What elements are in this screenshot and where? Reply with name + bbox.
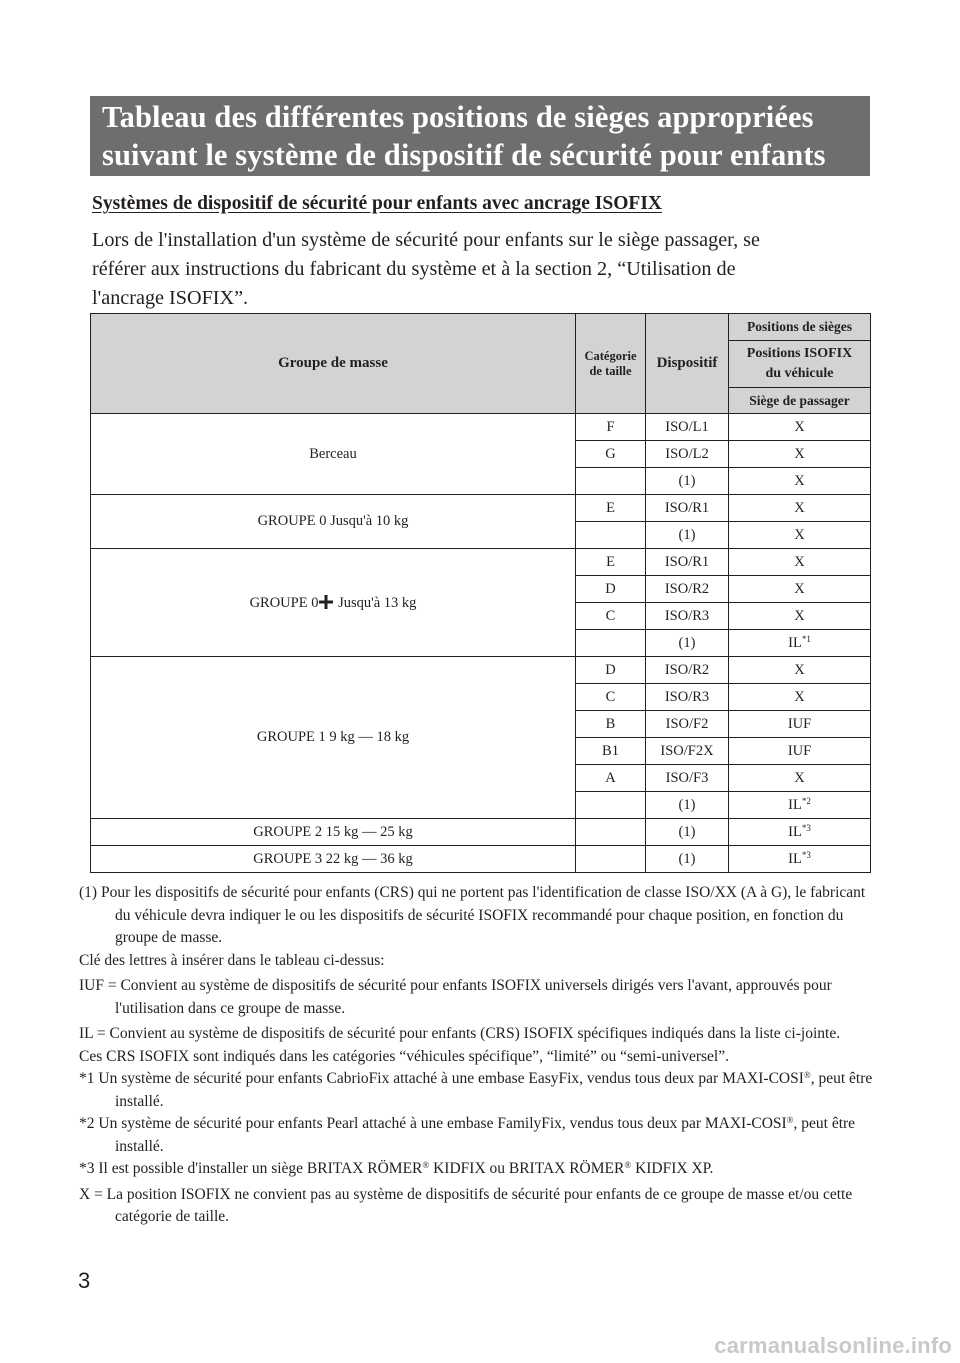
watermark: carmanualsonline.info xyxy=(714,1333,952,1358)
size-category-cell xyxy=(576,792,646,819)
header-device: Dispositif xyxy=(646,314,729,414)
size-category-cell: F xyxy=(576,414,646,441)
device-cell: ISO/L1 xyxy=(646,414,729,441)
note-crs: Ces CRS ISOFIX sont indiqués dans les catégories “véhicules spécifique”, “limité” ou “semi-universel”. xyxy=(79,1047,729,1065)
note-iuf: IUF = Convient au système de dispositifs de sécurité pour enfants ISOFIX universels dirigés vers l'avant, approuvés pour l'utilisation dans ce groupe de masse. xyxy=(79,977,832,1017)
note-x: X = La position ISOFIX ne convient pas au système de dispositifs de sécurité pour enfants de ce groupe de masse et/ou cette catégorie de taille. xyxy=(79,1185,853,1225)
seat-code: IL xyxy=(788,823,802,840)
seat-code: IL xyxy=(788,634,802,651)
note-il: IL = Convient au système de dispositifs de sécurité pour enfants (CRS) ISOFIX spécifiques indiqués dans la liste ci-jointe. xyxy=(79,1025,841,1042)
table-row xyxy=(91,414,871,441)
subheading: Systèmes de dispositif de sécurité pour enfants avec ancrage ISOFIX xyxy=(92,193,662,214)
registered-mark: ® xyxy=(786,1115,794,1125)
passenger-seat-cell: X xyxy=(729,603,871,630)
group-label: GROUPE 2 15 kg — 25 kg xyxy=(91,819,576,846)
size-category-cell: E xyxy=(576,495,646,522)
note-text: *2 Un système de sécurité pour enfants Pearl attaché à une embase FamilyFix, vendus tous deux par MAXI-COSI xyxy=(79,1115,787,1132)
size-category-cell: C xyxy=(576,603,646,630)
passenger-seat-cell xyxy=(729,846,871,873)
passenger-seat-cell: IUF xyxy=(729,738,871,765)
passenger-seat-cell: IUF xyxy=(729,711,871,738)
note-star-3 xyxy=(79,1158,879,1181)
device-cell: ISO/L2 xyxy=(646,441,729,468)
note-1: (1) Pour les dispositifs de sécurité pour enfants (CRS) qui ne portent pas l'identification de classe ISO/XX (A à G), le fabricant du véhicule devra indiquer le ou les dispositifs de sécurité ISOFIX recommandé pour chaque position, en fonction du groupe de masse. xyxy=(79,884,866,946)
banner-title-line2: suivant le système de dispositif de sécurité pour enfants xyxy=(102,138,826,172)
isofix-positions-table xyxy=(90,313,871,873)
header-seat-positions: Positions de sièges xyxy=(729,314,871,341)
passenger-seat-cell xyxy=(729,819,871,846)
note-star-1 xyxy=(79,1068,879,1113)
note-text: *3 Il est possible d'installer un siège BRITAX RÖMER xyxy=(79,1160,423,1177)
table-row xyxy=(91,549,871,576)
footnote-ref: *2 xyxy=(801,795,811,806)
note-star-2 xyxy=(79,1113,879,1158)
passenger-seat-cell: X xyxy=(729,576,871,603)
header-size-category-line1: Catégorie xyxy=(584,348,637,363)
size-category-cell: B1 xyxy=(576,738,646,765)
device-cell: ISO/F2 xyxy=(646,711,729,738)
table-row xyxy=(91,495,871,522)
size-category-cell: D xyxy=(576,657,646,684)
passenger-seat-cell xyxy=(729,792,871,819)
passenger-seat-cell: X xyxy=(729,441,871,468)
device-cell: (1) xyxy=(646,522,729,549)
registered-mark: ® xyxy=(624,1160,632,1170)
registered-mark: ® xyxy=(422,1160,430,1170)
device-cell: (1) xyxy=(646,630,729,657)
size-category-cell: E xyxy=(576,549,646,576)
device-cell: ISO/R3 xyxy=(646,603,729,630)
section-banner xyxy=(90,96,870,176)
footnotes xyxy=(79,882,879,1229)
note-text: KIDFIX ou BRITAX RÖMER xyxy=(429,1160,625,1177)
size-category-cell xyxy=(576,630,646,657)
intro-line: Lors de l'installation d'un système de sécurité pour enfants sur le siège passager, se xyxy=(92,229,760,251)
group-label: GROUPE 0 Jusqu'à 10 kg xyxy=(91,495,576,549)
registered-mark: ® xyxy=(803,1070,811,1080)
size-category-cell: G xyxy=(576,441,646,468)
group-label xyxy=(91,549,576,657)
device-cell: ISO/F2X xyxy=(646,738,729,765)
device-cell: ISO/R2 xyxy=(646,657,729,684)
passenger-seat-cell: X xyxy=(729,549,871,576)
device-cell: ISO/R2 xyxy=(646,576,729,603)
passenger-seat-cell: X xyxy=(729,468,871,495)
passenger-seat-cell: X xyxy=(729,414,871,441)
group-label: GROUPE 1 9 kg — 18 kg xyxy=(91,657,576,819)
seat-code: IL xyxy=(788,796,802,813)
header-isofix-line2: du véhicule xyxy=(765,366,834,381)
table-row xyxy=(91,819,871,846)
note-text: , peut être installé. xyxy=(115,1070,873,1110)
group-label-part: Jusqu'à 13 kg xyxy=(334,594,417,611)
intro-paragraph xyxy=(92,226,882,313)
size-category-cell xyxy=(576,819,646,846)
size-category-cell xyxy=(576,846,646,873)
footnote-ref: *3 xyxy=(801,822,811,833)
size-category-cell: C xyxy=(576,684,646,711)
group-label: GROUPE 3 22 kg — 36 kg xyxy=(91,846,576,873)
passenger-seat-cell: X xyxy=(729,495,871,522)
passenger-seat-cell: X xyxy=(729,657,871,684)
size-category-cell xyxy=(576,468,646,495)
device-cell: ISO/F3 xyxy=(646,765,729,792)
note-text: , peut être installé. xyxy=(115,1115,856,1155)
banner-title-line1: Tableau des différentes positions de sièges appropriées xyxy=(102,100,814,134)
device-cell: (1) xyxy=(646,792,729,819)
footnote-ref: *3 xyxy=(801,849,811,860)
passenger-seat-cell: X xyxy=(729,765,871,792)
size-category-cell xyxy=(576,522,646,549)
plus-icon xyxy=(318,594,334,610)
group-label-part: GROUPE 0 xyxy=(249,594,319,611)
table-row xyxy=(91,846,871,873)
header-mass-group: Groupe de masse xyxy=(91,314,576,414)
group-label: Berceau xyxy=(91,414,576,495)
header-size-category xyxy=(576,314,646,414)
header-passenger-seat: Siège de passager xyxy=(729,388,871,414)
header-isofix-positions xyxy=(729,341,871,388)
footnote-ref: *1 xyxy=(801,633,811,644)
note-key: Clé des lettres à insérer dans le tableau ci-dessus: xyxy=(79,951,385,969)
intro-line: référer aux instructions du fabricant du système et à la section 2, “Utilisation de xyxy=(92,258,736,280)
device-cell: (1) xyxy=(646,846,729,873)
page-number: 3 xyxy=(78,1268,91,1293)
seat-code: IL xyxy=(788,850,802,867)
size-category-cell: D xyxy=(576,576,646,603)
device-cell: ISO/R1 xyxy=(646,549,729,576)
device-cell: (1) xyxy=(646,819,729,846)
note-text: *1 Un système de sécurité pour enfants CabrioFix attaché à une embase EasyFix, vendus tous deux par MAXI-COSI xyxy=(79,1070,804,1087)
size-category-cell: A xyxy=(576,765,646,792)
size-category-cell: B xyxy=(576,711,646,738)
device-cell: ISO/R3 xyxy=(646,684,729,711)
header-isofix-line1: Positions ISOFIX xyxy=(746,346,853,361)
device-cell: ISO/R1 xyxy=(646,495,729,522)
note-text: KIDFIX XP. xyxy=(631,1160,714,1177)
passenger-seat-cell xyxy=(729,630,871,657)
device-cell: (1) xyxy=(646,468,729,495)
header-size-category-line2: de taille xyxy=(589,363,632,378)
intro-line: l'ancrage ISOFIX”. xyxy=(92,287,249,309)
passenger-seat-cell: X xyxy=(729,684,871,711)
passenger-seat-cell: X xyxy=(729,522,871,549)
table-row xyxy=(91,657,871,684)
